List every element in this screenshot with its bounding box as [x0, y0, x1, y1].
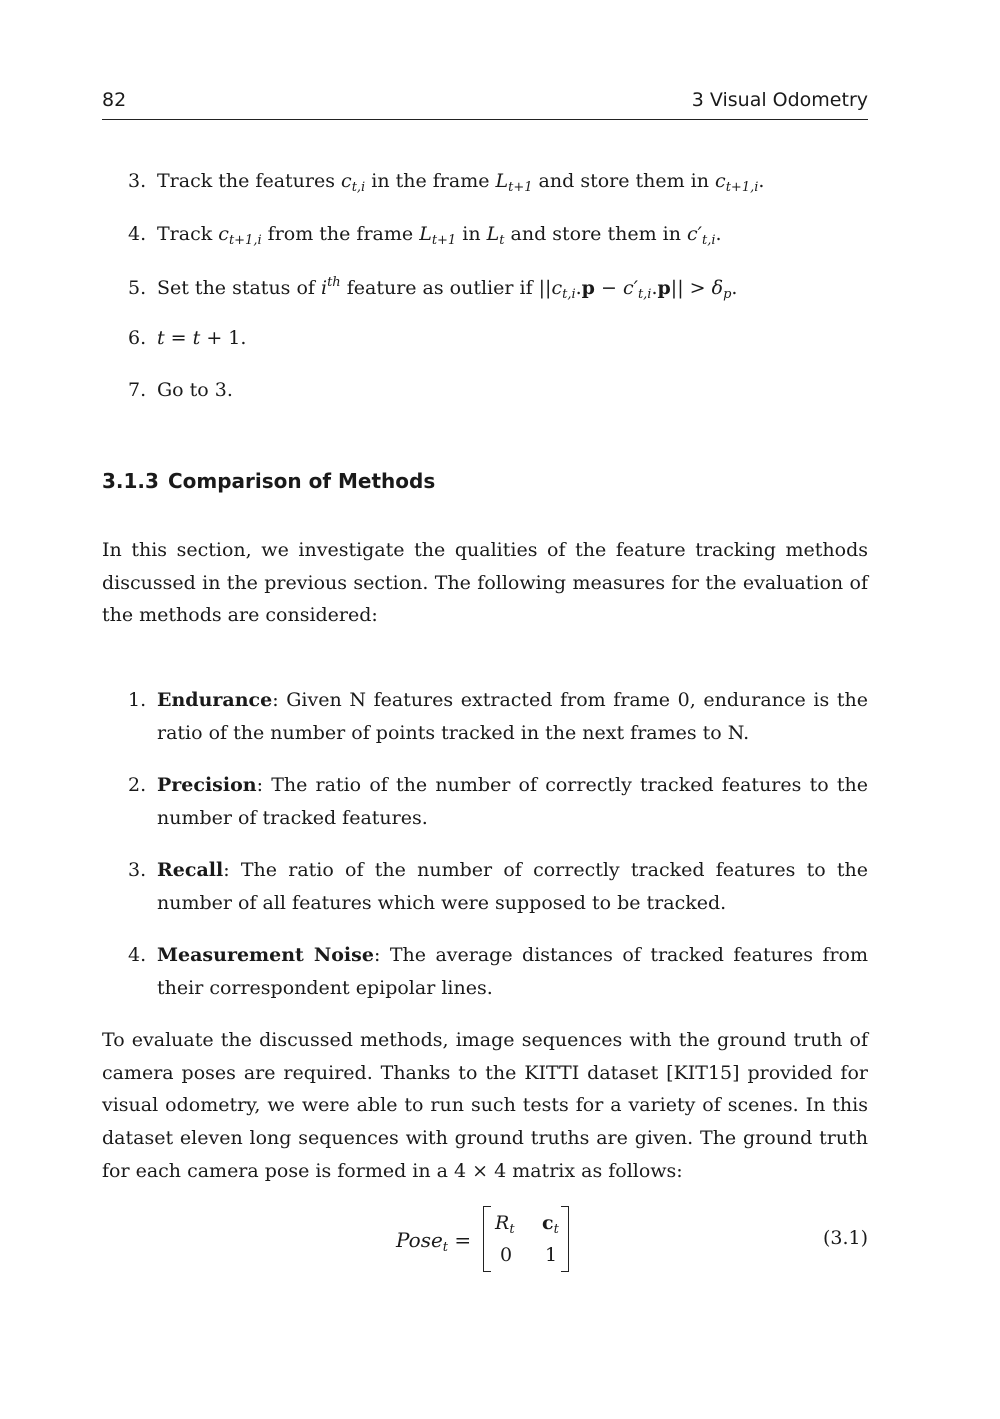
running-header: 3 Visual Odometry	[691, 89, 868, 111]
step-number: 3.	[128, 170, 147, 192]
equation-lhs: Pose$_t$ =	[396, 1228, 472, 1255]
measure-text: : The ratio of the number of correctly tracked features to the number of tracked features.	[157, 774, 868, 829]
matrix-cell-r10: 0	[500, 1244, 513, 1266]
measure-noise	[128, 939, 868, 1004]
matrix-right-bracket	[561, 1206, 569, 1272]
measure-term: Recall	[157, 859, 224, 881]
list-number: 2.	[128, 774, 147, 796]
measure-text: : The ratio of the number of correctly tracked features to the number of all features which were supposed to be tracked.	[157, 859, 868, 914]
list-number: 1.	[128, 689, 147, 711]
section-number: 3.1.3	[102, 469, 159, 493]
step-5: 5. Set the status of $i^{th}$ feature as outlier if $||c_{t,i}.p - c'_{t,i}.p|| > \delta_p$.	[128, 275, 738, 302]
matrix-cell-r00: $R_t$	[495, 1212, 515, 1237]
measure-text: : Given N features extracted from frame 0, endurance is the ratio of the number of points tracked in the next frames to N.	[157, 689, 868, 744]
step-3: 3. Track the features $c_{t,i}$ in the frame $L_{t+1}$ and store them in $c_{t+1,i}$.	[128, 170, 765, 195]
step-6: 6. t = t + 1.	[128, 327, 247, 349]
header-rule	[102, 119, 868, 120]
equation-number: (3.1)	[822, 1227, 868, 1249]
matrix-cell-r11: 1	[545, 1244, 558, 1266]
step-4: 4. Track $c_{t+1,i}$ from the frame $L_{t+1}$ in $L_t$ and store them in $c'_{t,i}$.	[128, 223, 722, 248]
section-heading	[102, 469, 435, 493]
measure-term: Endurance	[157, 689, 273, 711]
section-title: Comparison of Methods	[167, 469, 436, 493]
list-number: 3.	[128, 859, 147, 881]
step-number: 5.	[128, 277, 147, 299]
list-number: 4.	[128, 944, 147, 966]
matrix-cell-r01: $c_t$	[542, 1212, 559, 1237]
evaluation-paragraph: To evaluate the discussed methods, image sequences with the ground truth of camera poses are required. Thanks to the KITTI dataset [KIT15] provided for visual odometry, we were able to run such tests for a variety of scenes. In this dataset eleven long sequences with ground truths are given. The ground truth for each camera pose is formed in a 4 × 4 matrix as follows:	[102, 1029, 868, 1182]
measure-term: Precision	[157, 774, 257, 796]
intro-paragraph: In this section, we investigate the qualities of the feature tracking methods discussed in the previous section. The following measures for the evaluation of the methods are considered:	[102, 539, 868, 627]
measure-term: Measurement Noise	[157, 944, 374, 966]
step-7: 7. Go to 3.	[128, 379, 233, 401]
measure-recall	[128, 854, 868, 919]
page-number: 82	[102, 89, 127, 111]
step-number: 6.	[128, 327, 147, 349]
measure-text: : The average distances of tracked features from their correspondent epipolar lines.	[157, 944, 869, 999]
measure-endurance	[128, 684, 868, 749]
measure-precision	[128, 769, 868, 834]
step-number: 7.	[128, 379, 147, 401]
matrix-left-bracket	[483, 1206, 491, 1272]
step-number: 4.	[128, 223, 147, 245]
